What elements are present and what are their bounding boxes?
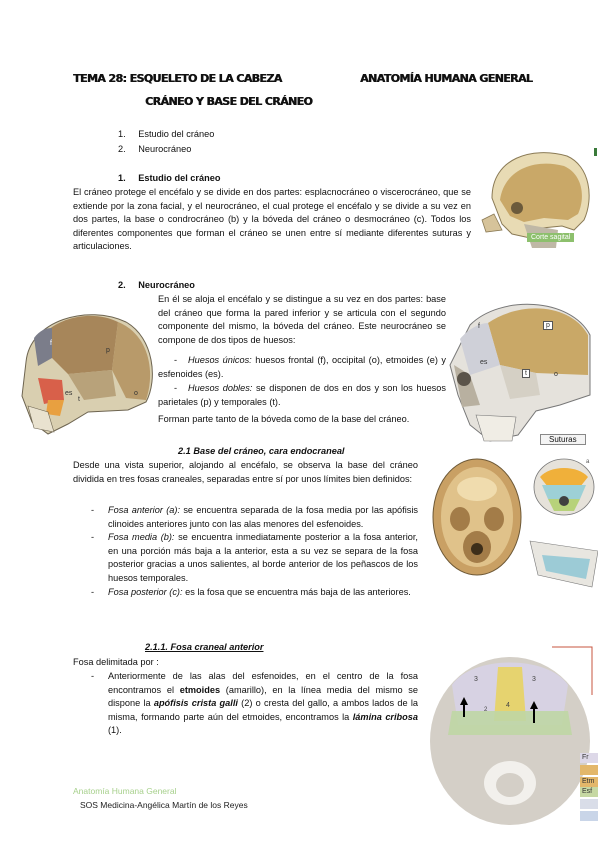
- label-f: f: [478, 323, 480, 330]
- bullet-dash: -: [91, 505, 95, 515]
- section211-heading: 2.1.1. Fosa craneal anterior: [145, 642, 264, 652]
- legend-swatch-blue: [580, 811, 598, 821]
- list-item: [73, 670, 418, 738]
- fosa-anterior-figure: [422, 645, 600, 825]
- skull-sutures-figure: [440, 295, 595, 447]
- svg-text:4: 4: [506, 702, 510, 709]
- section-num: 1.: [118, 173, 126, 183]
- item-text: es la fosa que se encuentra más baja de las anteriores.: [182, 586, 411, 597]
- section211-intro: Fosa delimitada por :: [73, 657, 159, 667]
- item-text: huesos frontal (f), occipital (o), etmoides (e) y esfenoides (es).: [158, 355, 446, 379]
- label-f: f: [50, 340, 52, 347]
- legend-swatch-gray: [580, 799, 598, 809]
- list-item: [73, 531, 418, 585]
- label-es: es: [65, 390, 73, 397]
- section-title: Neurocráneo: [138, 280, 195, 290]
- footer-course: Anatomía Humana General: [73, 786, 177, 796]
- text-part: Anteriormente de las alas del esfenoides, en el centro de la fosa encontramos el: [108, 671, 418, 695]
- label-t: t: [78, 396, 80, 403]
- text-part: (amarillo), en la línea media del mismo se dispone la: [108, 684, 419, 709]
- corte-sagital-label: Corte sagital: [527, 233, 574, 242]
- bullet-dash: -: [91, 586, 95, 597]
- skull-sagittal-figure: [472, 138, 597, 250]
- doc-subject: ANATOMÍA HUMANA GENERAL: [360, 72, 533, 85]
- section2-heading: [118, 279, 195, 293]
- item-label: Huesos únicos:: [188, 355, 252, 365]
- section21-paragraph: Desde una vista superior, alojando al encéfalo, se observa la base del cráneo dividida en tres fosas craneales, separadas entre sí por unos límites bien definidos:: [73, 460, 418, 484]
- bullet-dash: -: [91, 532, 95, 543]
- section2-item2: [158, 382, 446, 409]
- section1-paragraph: El cráneo protege el encéfalo y se divide en dos partes: esplacnocráneo o viscerocráneo, que se extiende por la zona facial, y el neurocráneo, el cual protege el encéfalo y se divide a su vez en dos partes, la base o condrocráneo (b) y la bóveda del cráneo o desmocráneo (c). Todos los diferentes componentes que forman el cráneo se unen entre sí mediante diferentes suturas y articulaciones.: [73, 187, 471, 252]
- toc-num: 2.: [118, 144, 126, 154]
- toc-num: 1.: [118, 129, 126, 139]
- bullet-dash: -: [91, 671, 95, 681]
- label-p: p: [106, 347, 110, 354]
- svg-text:3: 3: [532, 676, 536, 683]
- section2-closing: Forman parte tanto de la bóveda como de la base del cráneo.: [158, 414, 410, 424]
- item-label: Fosa posterior (c):: [108, 586, 183, 597]
- toc-label: Estudio del cráneo: [138, 129, 215, 139]
- item-text: se encuentra inmediatamente posterior a la fosa anterior, en una porción más baja a la anterior, esta a su vez se separa de la fosa posterior gracias a unos salientes, al borde anterior de los peñascos de los huesos temporales.: [108, 532, 418, 583]
- suturas-label: Suturas: [540, 434, 586, 445]
- legend-fr: Fr: [582, 754, 589, 761]
- skull-sutures-drawing: [440, 295, 595, 447]
- item-text: se disponen de dos en dos y son los huesos parietales (p) y temporales (t).: [158, 383, 446, 407]
- skull-lateral-left-figure: [8, 300, 158, 442]
- item-label: Fosa media (b):: [108, 532, 175, 543]
- section1-heading: [118, 172, 220, 186]
- item-label: Huesos dobles:: [188, 383, 253, 393]
- bullet-dash: -: [174, 383, 178, 393]
- section2-item1: [158, 354, 446, 381]
- section21-heading: 2.1 Base del cráneo, cara endocraneal: [178, 446, 345, 456]
- toc-item: [118, 143, 191, 157]
- item-text: se encuentra separada de la fosa media por las apófisis clinoides anteriores junto con las alas menores del esfenoides.: [108, 505, 418, 529]
- legend-etm: Etm: [582, 778, 595, 785]
- text-part: (2) o cresta del gallo, a ambos lados de la misma, formando parte aún del etmoides, encontramos la: [108, 698, 418, 722]
- section2-paragraph: En él se aloja el encéfalo y se distingue a su vez en dos partes: base del cráneo que forma la pared inferior y se articula con el segundo componente del mismo, la bóveda del cráneo. Este neurocráneo se compone de dos tipos de huesos:: [158, 294, 446, 345]
- text-part: etmoides: [179, 684, 221, 695]
- skull-base-drawing: [430, 455, 598, 605]
- skull-lateral-drawing: [8, 300, 158, 442]
- svg-text:a: a: [586, 459, 590, 465]
- item-label: Fosa anterior (a):: [108, 505, 180, 515]
- svg-text:3: 3: [474, 676, 478, 683]
- section21-list: [73, 504, 418, 599]
- section-num: 2.: [118, 280, 126, 290]
- label-es: es: [480, 359, 488, 366]
- fosa-anterior-drawing: [422, 645, 600, 825]
- legend-esf: Esf: [582, 788, 593, 795]
- text-part: lámina cribosa: [352, 711, 418, 722]
- label-p: p: [543, 321, 553, 330]
- toc-label: Neurocráneo: [138, 144, 192, 154]
- svg-text:2: 2: [484, 707, 488, 713]
- list-item: [73, 586, 418, 600]
- skull-base-figures: [430, 455, 598, 605]
- section-title: Estudio del cráneo: [138, 173, 221, 183]
- footer-author: SOS Medicina-Angélica Martín de los Reyes: [80, 800, 248, 810]
- doc-title-line1: TEMA 28: ESQUELETO DE LA CABEZA: [73, 72, 282, 85]
- toc-item: [118, 128, 214, 142]
- bullet-dash: -: [174, 355, 178, 365]
- label-t: t: [522, 369, 530, 378]
- label-o: o: [554, 371, 558, 378]
- doc-title-line2: CRÁNEO Y BASE DEL CRÁNEO: [145, 95, 313, 108]
- text-part: (1).: [108, 725, 122, 736]
- label-o: o: [134, 390, 138, 397]
- legend-swatch-yellow: [580, 765, 598, 775]
- section211-list: [73, 670, 418, 738]
- text-part: apófisis crista galli: [153, 698, 238, 709]
- list-item: [73, 504, 418, 531]
